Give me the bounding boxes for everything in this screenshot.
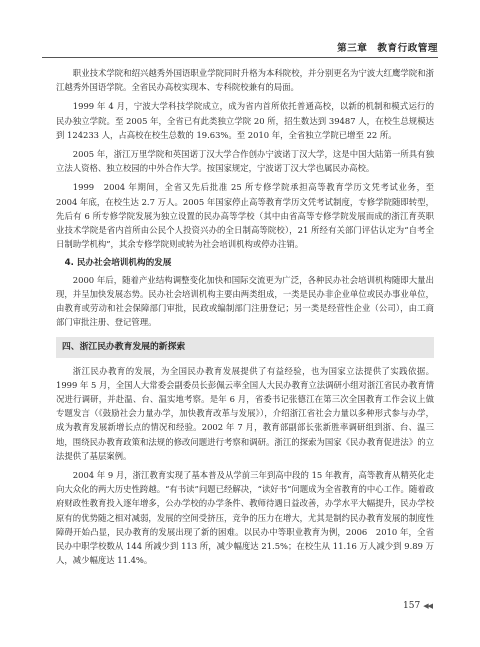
section-heading: 四、浙江民办教育发展的新探索	[56, 337, 434, 357]
paragraph: 2004 年 9 月，浙江教育实现了基本普及从学前三年到高中段的 15 年教育，高等教育从精英化走向大众化的两大历史性跨越。“有书读”问题已经解决，“读好书”问题成为全省教育的中心工作。随着政府财政性教育投入逐年增多，公办学校的办学条件、教师待遇日益改善，办学水平大幅提升，民办学校原有的优势随之相对减弱，发展的空间受挤压，竞争的压力在增大，尤其是制约民办教育发展的制度性障碍开始凸显，民办教育的发展出现了新的困难。以民办中等职业教育为例，2006 2010 年，全省民办中职学校数从 144 所减少到 113 所，减少幅度达 21.5%；在校生从 11.16 万人减少到 9.89 万人，减少幅度达 11.4%。	[56, 470, 434, 566]
body-text	[56, 66, 434, 573]
chapter-title: 第三章 教育行政管理	[337, 43, 438, 54]
paragraph: 1999 2004 年期间，全省又先后批准 25 所专修学院承担高等教育学历文凭考试业务，至 2004 年底，在校生达 2.7 万人。2005 年国家停止高等教育学历文凭考试制度，专修学院随即转型，先后有 6 所专修学院发展为独立设置的民办高等学校（其中由省高等专修学院发展而成的浙江育英职业技术学院是省内首所由公民个人投资兴办的全日制高等院校），21 所经有关部门评估认定为“自考全日制助学机构”，其余专修学院则或转为社会培训机构或停办注销。	[56, 182, 434, 250]
page-footer	[403, 601, 432, 611]
paragraph: 浙江民办教育的发展，为全国民办教育发展提供了有益经验，也为国家立法提供了实践依据。1999 年 5 月，全国人大常委会副委员长彭佩云率全国人大民办教育立法调研小组对浙江省民办教育情况进行调研，并赴温、台、温实地考察。是年 6 月，省委书记张德江在第三次全国教育工作会议上做专题发言（《鼓励社会力量办学，加快教育改革与发展》），介绍浙江省社会力量以多种形式参与办学，成为教育发展新增长点的情况和经验。2002 年 7 月，教育部副部长张新胜率调研组到浙、台、温三地，围绕民办教育政策和法规的修改问题进行考察和调研。浙江的探索为国家《民办教育促进法》的立法提供了基层案例。	[56, 365, 435, 461]
paragraph: 职业技术学院和绍兴越秀外国语职业学院同时升格为本科院校，并分别更名为宁波大红鹰学院和浙江越秀外国语学院。全省民办高校实现本、专科院校兼有的局面。	[56, 68, 434, 93]
paragraph: 2005 年，浙江万里学院和英国诺丁汉大学合作创办宁波诺丁汉大学，这是中国大陆第一所具有独立法人资格、独立校园的中外合作大学。按国家规定，宁波诺丁汉大学也属民办高校。	[56, 149, 434, 174]
running-header	[42, 40, 438, 58]
subsection-heading: 4. 民办社会培训机构的发展	[64, 258, 172, 269]
paragraph: 1999 年 4 月，宁波大学科技学院成立，成为省内首所依托普通高校，以新的机制和模式运行的民办独立学院。至 2005 年，全省已有此类独立学院 20 所，招生数达到 39487 人，在校生总规模达到 124233 人，占高校在校生总数的 19.63%。至 2010 年，全省独立学院已增至 22 所。	[56, 101, 434, 140]
page-number: 157	[403, 601, 421, 611]
paragraph: 2000 年后，随着产业结构调整变化加快和国际交流更为广泛，各种民办社会培训机构随即大量出现，并呈加快发展态势。民办社会培训机构主要由两类组成，一类是民办非企业单位或民办事业单位，由教育或劳动和社会保障部门审批，民政或编制部门注册登记；另一类是经营性企业（公司），由工商部门审批注册、登记管理。	[56, 274, 434, 328]
page-mark-icon: ◀◀	[423, 602, 432, 610]
